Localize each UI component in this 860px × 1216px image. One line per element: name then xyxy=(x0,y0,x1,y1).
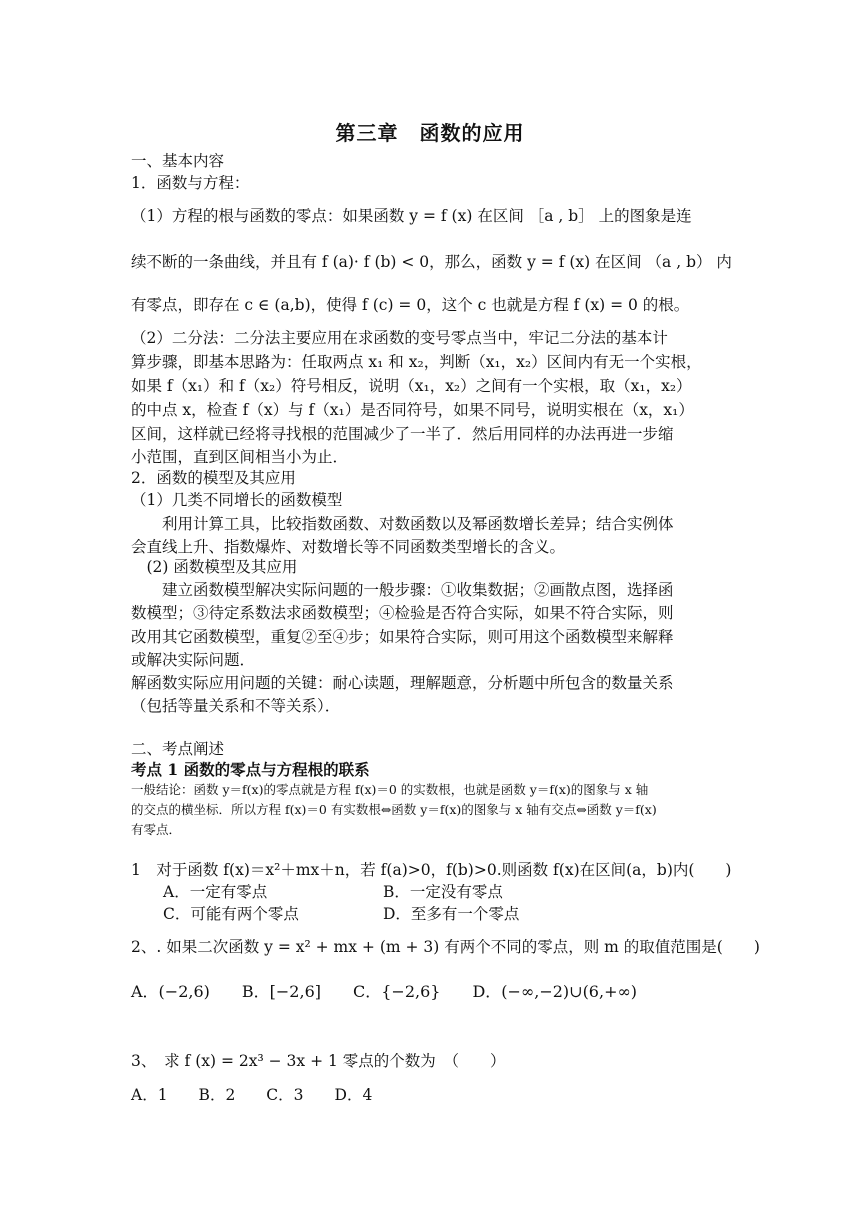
note-line: 的交点的横坐标．所以方程 f(x)＝0 有实数根⇔函数 y＝f(x)的图象与 x 轴有交点⇔函数 y＝f(x) xyxy=(131,802,657,817)
paragraph-line: 或解决实际问题． xyxy=(131,651,256,669)
paragraph-line: （2）二分法：二分法主要应用在求函数的变号零点当中，牢记二分法的基本计 xyxy=(131,329,668,347)
paragraph-line: 有零点，即存在 c ∈ (a,b)，使得 f (c) = 0，这个 c 也就是方程 f (x) = 0 的根。 xyxy=(131,296,690,314)
paragraph-line: 解函数实际应用问题的关键：耐心读题，理解题意，分析题中所包含的数量关系 xyxy=(131,674,674,692)
note-line: 一般结论：函数 y＝f(x)的零点就是方程 f(x)＝0 的实数根，也就是函数 y＝f(x)的图象与 x 轴 xyxy=(131,782,649,797)
section1-heading: 一、基本内容 xyxy=(131,152,225,170)
subheading-models: 2．函数的模型及其应用 xyxy=(131,469,296,487)
paragraph-line: 区间，这样就已经将寻找根的范围减少了一半了．然后用同样的办法再进一步缩 xyxy=(131,425,674,443)
paragraph-line: 续不断的一条曲线，并且有 f (a)· f (b) < 0，那么，函数 y = f (x) 在区间 （a , b） 内 xyxy=(131,253,732,271)
paragraph-line: 利用计算工具，比较指数函数、对数函数以及幂函数增长差异；结合实例体 xyxy=(131,515,674,533)
paragraph-line: （1）方程的根与函数的零点：如果函数 y = f (x) 在区间 ［a , b］ 上的图象是连 xyxy=(131,207,692,225)
kaodian-heading: 考点 1 函数的零点与方程根的联系 xyxy=(131,760,370,779)
paragraph-line: 数模型；③待定系数法求函数模型；④检验是否符合实际，如果不符合实际，则 xyxy=(131,604,674,622)
note-line: 有零点． xyxy=(131,822,182,837)
subheading-growth-models: （1）几类不同增长的函数模型 xyxy=(131,491,343,509)
subheading-model-application: (2) 函数模型及其应用 xyxy=(131,558,298,576)
paragraph-line: （包括等量关系和不等关系）． xyxy=(131,697,341,715)
page-title: 第三章 函数的应用 xyxy=(335,121,525,145)
paragraph-line: 会直线上升、指数爆炸、对数增长等不同函数类型增长的含义。 xyxy=(131,538,566,556)
paragraph-line: 改用其它函数模型，重复②至④步；如果符合实际，则可用这个函数模型来解释 xyxy=(131,628,674,646)
question-2-stem: 2、. 如果二次函数 y = x² + mx + (m + 3) 有两个不同的零点，则 m 的取值范围是( ) xyxy=(131,938,760,956)
paragraph-line: 如果 f（x₁）和 f（x₂）符号相反，说明（x₁，x₂）之间有一个实根，取（x₁，x₂） xyxy=(131,377,692,395)
question-3-stem: 3、 求 f (x) = 2x³ − 3x + 1 零点的个数为 （ ） xyxy=(131,1052,506,1070)
question-1-option-c: C．可能有两个零点 xyxy=(163,905,299,923)
question-1-option-d: D．至多有一个零点 xyxy=(383,905,520,923)
section2-heading: 二、考点阐述 xyxy=(131,740,225,758)
question-3-options: A．1 B．2 C．3 D．4 xyxy=(131,1086,373,1104)
paragraph-line: 算步骤，即基本思路为：任取两点 x₁ 和 x₂，判断（x₁，x₂）区间内有无一个实根， xyxy=(131,353,702,371)
question-1-option-a: A．一定有零点 xyxy=(163,883,268,901)
question-1-option-b: B．一定没有零点 xyxy=(383,883,503,901)
paragraph-line: 建立函数模型解决实际问题的一般步骤：①收集数据；②画散点图，选择函 xyxy=(131,581,674,599)
question-2-options: A．(−2,6) B．[−2,6] C．{−2,6} D．(−∞,−2)∪(6,+∞) xyxy=(131,982,638,1001)
paragraph-line: 的中点 x，检查 f（x）与 f（x₁）是否同符号，如果不同号，说明实根在（x，x₁） xyxy=(131,401,694,419)
paragraph-line: 小范围，直到区间相当小为止． xyxy=(131,448,349,466)
subheading-functions-equations: 1．函数与方程： xyxy=(131,174,250,192)
question-1-stem: 1 对于函数 f(x)＝x²＋mx＋n，若 f(a)>0，f(b)>0.则函数 f(x)在区间(a，b)内( ) xyxy=(131,861,732,879)
